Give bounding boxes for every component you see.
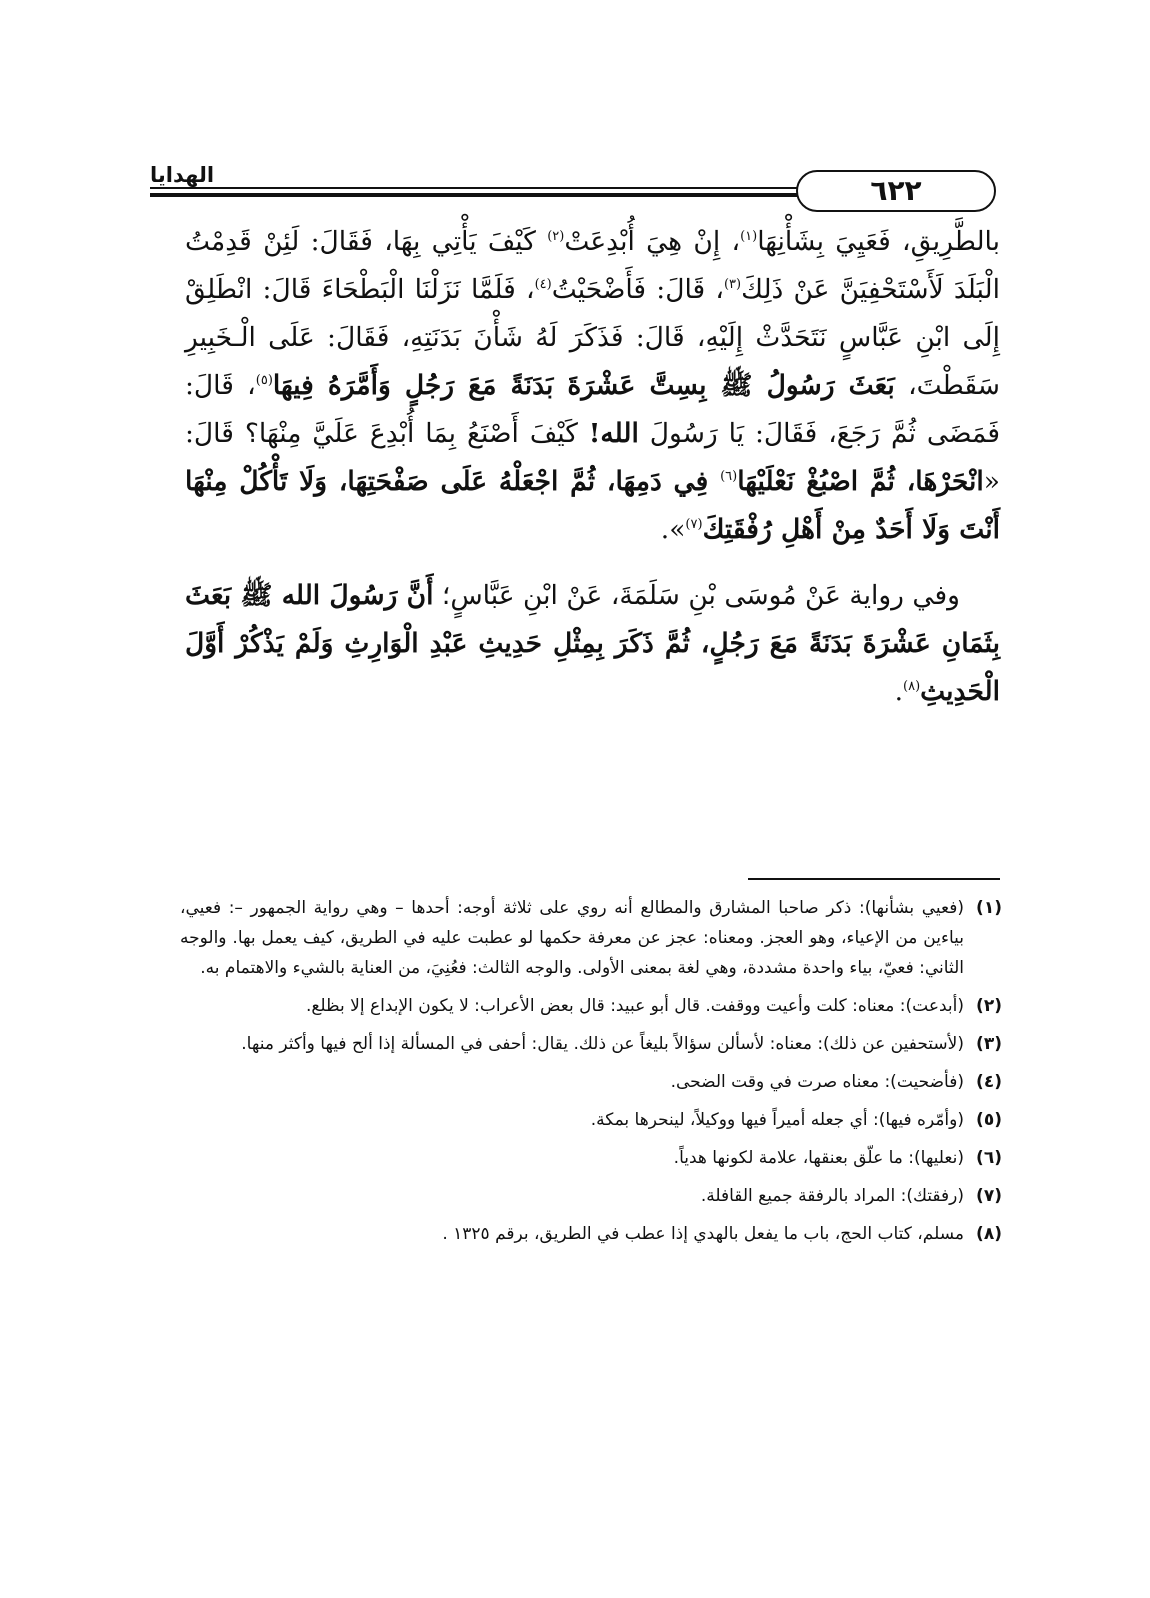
footnote-text: (فعيي بشأنها): ذكر صاحبا المشارق والمطالع أنه روي على ثلاثة أوجه: أحدها – وهي رواية الجمهور –: فعيي، بياءين من الإعياء، وهو العجز. ومعناه: عجز عن معرفة حكمها لو عطبت عليه في الطريق، كيف يعمل بها. والوجه الثاني: فعيّ، بياء واحدة مشددة، وهي لغة بمعنى الأولى. والوجه الثالث: فعُنِيَ، من العناية بالشيء والاهتمام به.: [180, 898, 964, 978]
footnote-number: (٣): [976, 1034, 1002, 1054]
footnote-text: (رفقتك): المراد بالرفقة جميع القافلة.: [700, 1186, 964, 1206]
footnote-5: [180, 1105, 1002, 1135]
footnote-ref[interactable]: (٥): [255, 373, 273, 389]
page-number-badge: [796, 170, 996, 212]
bold-hadith-text: فِي دَمِهَا، ثُمَّ اجْعَلْهُ عَلَى صَفْحَتِهَا، وَلَا تَأْكُلْ مِنْهَا أَنْتَ وَلَا أَحَدٌ مِنْ أَهْلِ رُفْقَتِكَ: [185, 466, 1000, 545]
footnote-number: (١): [976, 898, 1002, 918]
header-rule-thick: [150, 193, 800, 197]
footnote-6: [180, 1143, 1002, 1173]
bold-hadith-text: أَنَّ رَسُولَ الله ﷺ بَعَثَ بِثَمَانِ عَشْرَةَ بَدَنَةً مَعَ رَجُلٍ، ثُمَّ ذَكَرَ بِمِثْلِ حَدِيثِ عَبْدِ الْوَارِثِ وَلَمْ يَذْكُرْ أَوَّلَ الْحَدِيثِ: [185, 580, 1000, 707]
text-run: وفي رواية عَنْ مُوسَى بْنِ سَلَمَةَ، عَنْ ابْنِ عَبَّاسٍ؛: [433, 580, 960, 611]
footnote-number: (٨): [976, 1224, 1002, 1244]
text-run: ، فَلَمَّا نَزَلْنَا الْبَطْحَاءَ قَالَ: انْطَلِقْ إِلَى ابْنِ عَبَّاسٍ نَتَحَدَّثْ إِلَيْهِ، قَالَ: فَذَكَرَ لَهُ شَأْنَ بَدَنَتِهِ، فَقَالَ: عَلَى الْـخَبِيرِ سَقَطْتَ،: [185, 274, 1000, 401]
footnote-ref[interactable]: (٤): [534, 277, 552, 293]
footnote-separator: [748, 878, 1000, 880]
footnote-text: (نعليها): ما علّق بعنقها، علامة لكونها هدياً.: [673, 1148, 964, 1168]
footnote-text: (أبدعت): معناه: كلت وأعيت ووقفت. قال أبو عبيد: قال بعض الأعراب: لا يكون الإبداع إلا بظلع.: [305, 996, 964, 1016]
footnote-7: [180, 1181, 1002, 1211]
bold-hadith-text: انْحَرْهَا، ثُمَّ اصْبُغْ نَعْلَيْهَا: [737, 466, 984, 497]
footnote-text: (وأمّره فيها): أي جعله أميراً فيها ووكيلاً، لينحرها بمكة.: [590, 1110, 964, 1130]
footnote-number: (٥): [976, 1110, 1002, 1130]
text-run: ، قَالَ: فَأَضْحَيْتُ: [551, 274, 724, 305]
footnote-text: (فأضحيت): معناه صرت في وقت الضحى.: [670, 1072, 964, 1092]
text-run: كَيْفَ أَصْنَعُ بِمَا أُبْدِعَ عَلَيَّ مِنْهَا؟ قَالَ: «: [185, 418, 1000, 497]
text-run: .: [894, 676, 903, 707]
footnote-number: (٧): [976, 1186, 1002, 1206]
page-number: ٦٢٢: [870, 174, 922, 207]
footnotes: [180, 893, 1002, 1257]
footnote-2: [180, 991, 1002, 1021]
text-run: ، قَالَ: فَمَضَى ثُمَّ رَجَعَ، فَقَالَ: يَا رَسُولَ: [185, 370, 1000, 449]
footnote-ref[interactable]: (١): [740, 229, 758, 245]
bold-hadith-text: بَعَثَ رَسُولُ ﷺ بِسِتَّ عَشْرَةَ بَدَنَةً مَعَ رَجُلٍ وَأَمَّرَهُ فِيهَا: [272, 370, 895, 401]
main-text: [185, 218, 1000, 716]
running-header-title: الهدايا: [150, 163, 215, 187]
footnote-ref[interactable]: (٨): [903, 679, 921, 695]
text-run: بالطَّرِيقِ، فَعَيِيَ بِشَأْنِهَا: [757, 226, 1000, 257]
footnote-number: (٢): [976, 996, 1002, 1016]
text-run: ».: [660, 514, 686, 545]
footnote-text: مسلم، كتاب الحج، باب ما يفعل بالهدي إذا عطب في الطريق، برقم ١٣٢٥ .: [442, 1224, 964, 1244]
footnote-4: [180, 1067, 1002, 1097]
footnote-number: (٦): [976, 1148, 1002, 1168]
footnote-1: [180, 893, 1002, 983]
paragraph-2: [185, 572, 1000, 716]
bold-hadith-text: الله!: [588, 418, 639, 449]
footnote-number: (٤): [976, 1072, 1002, 1092]
footnote-3: [180, 1029, 1002, 1059]
text-run: كَيْفَ يَأْتِي بِهَا، فَقَالَ: لَئِنْ قَدِمْتُ الْبَلَدَ لَأَسْتَحْفِيَنَّ عَنْ ذَلِكَ: [185, 226, 1000, 305]
footnote-ref[interactable]: (٦): [720, 469, 738, 485]
text-run: ، إِنْ هِيَ أُبْدِعَتْ: [564, 226, 741, 257]
footnote-8: [180, 1219, 1002, 1249]
footnote-ref[interactable]: (٣): [723, 277, 742, 293]
footnote-text: (لأستحفين عن ذلك): معناه: لأسألن سؤالاً بليغاً عن ذلك. يقال: أحفى في المسألة إذا ألح فيها وأكثر منها.: [241, 1034, 964, 1054]
header-rule-thin: [150, 187, 800, 189]
footnote-ref[interactable]: (٢): [547, 229, 565, 245]
footnote-ref[interactable]: (٧): [685, 517, 703, 533]
paragraph-1: [185, 218, 1000, 554]
